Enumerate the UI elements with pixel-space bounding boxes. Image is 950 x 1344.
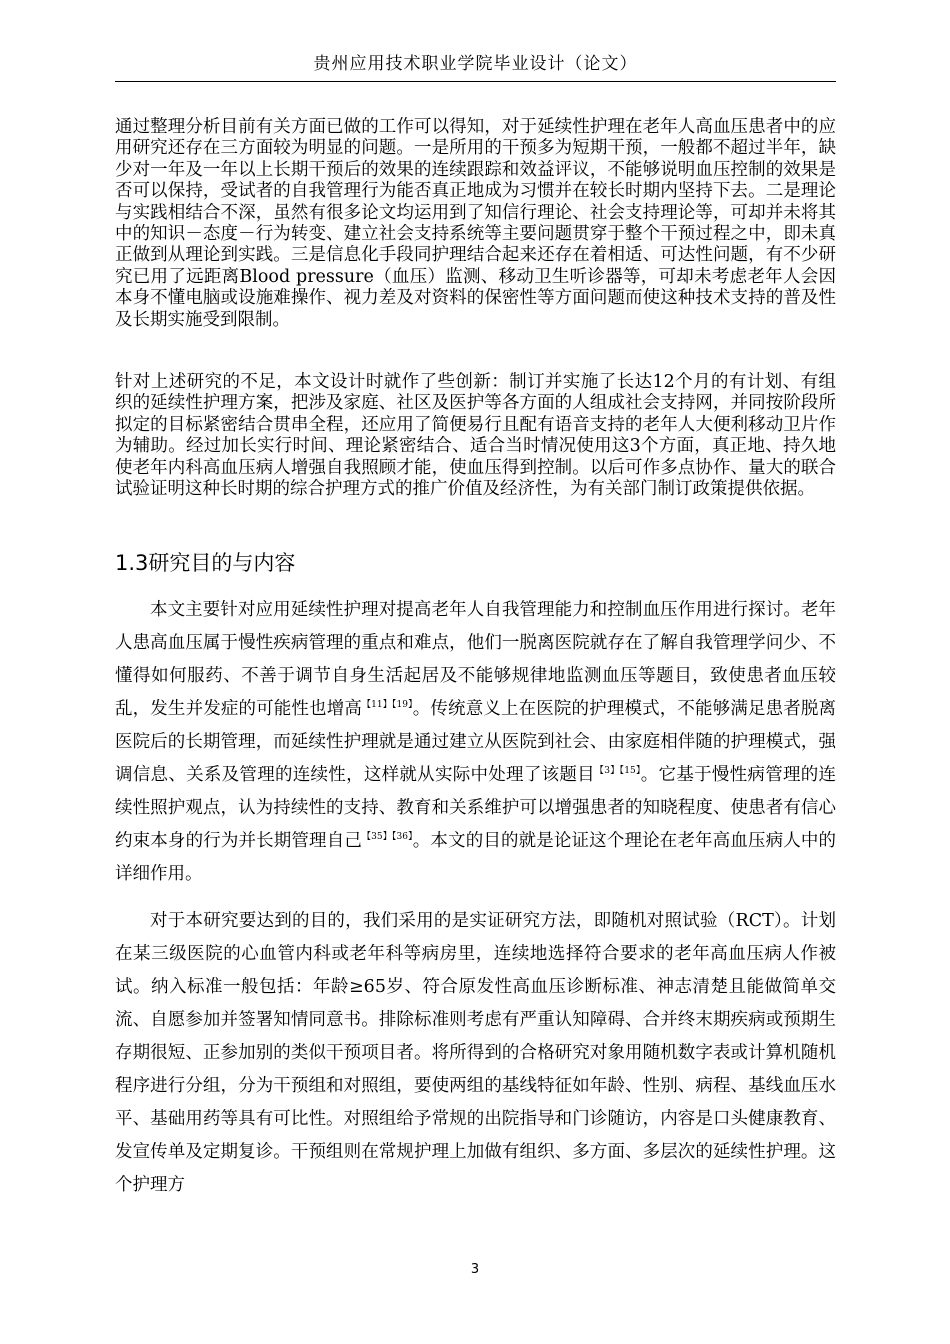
paragraph-text: 。它基于慢性病管理的连续性照护观点，认为持续性的支持、教育和关系维护可以增强患者的知晓程度、使患者有信心约束本身的行为并长期管理自己 [115, 765, 837, 851]
citation: 【3】 [594, 766, 620, 776]
paragraph-text: 。本文的目的就是论证这个理论在老年高血压病人中的详细作用。 [115, 831, 837, 884]
body-paragraph-2: 针对上述研究的不足，本文设计时就作了些创新：制订并实施了长达12个月的有计划、有组织的延续性护理方案，把涉及家庭、社区及医护等各方面的人组成社会支持网，并同按阶段所拟定的目标紧密结合贯串全程，还应用了简便易行且配有语音支持的老年人大便利移动卫片作为辅助。经过加长实行时间、理论紧密结合、适合当时情况使用这3个方面，真正地、持久地使老年内科高血压病人增强自我照顾才能，使血压得到控制。以后可作多点协作、量大的联合试验证明这种长时期的综合护理方式的推广价值及经济性，为有关部门制订政策提供依据。 [115, 372, 836, 500]
paragraph-text: 本文主要针对应用延续性护理对提高老年人自我管理能力和控制血压作用进行探讨。老年人患高血压属于慢性疾病管理的重点和难点，他们一脱离医院就存在了解自我管理学问少、不懂得如何服药、不善于调节自身生活起居及不能够规律地监测血压等题目，致使患者血压较乱，发生并发症的可能性也增高 [115, 600, 836, 719]
citation: 【11】 [361, 700, 392, 710]
body-paragraph-4: 对于本研究要达到的目的，我们采用的是实证研究方法，即随机对照试验（RCT）。计划在某三级医院的心血管内科或老年科等病房里，连续地选择符合要求的老年高血压病人作被试。纳入标准一般包括：年龄≥65岁、符合原发性高血压诊断标准、神志清楚且能做简单交流、自愿参加并签署知情同意书。排除标准则考虑有严重认知障碍、合并终末期疾病或预期生存期很短、正参加别的类似干预项目者。将所得到的合格研究对象用随机数字表或计算机随机程序进行分组，分为干预组和对照组，要使两组的基线特征如年龄、性别、病程、基线血压水平、基础用药等具有可比性。对照组给予常规的出院指导和门诊随访，内容是口头健康教育、发宣传单及定期复诊。干预组则在常规护理上加做有组织、多方面、多层次的延续性护理。这个护理方 [115, 911, 836, 1195]
body-paragraph-3 [115, 594, 836, 891]
section-heading: 1.3研究目的与内容 [115, 551, 296, 575]
header-title: 贵州应用技术职业学院毕业设计（论文） [313, 54, 638, 74]
citation: 【19】 [391, 700, 413, 710]
page-header [115, 54, 836, 82]
citation: 【15】 [619, 766, 641, 776]
citation: 【35】 [361, 832, 392, 842]
body-paragraph-1: 通过整理分析目前有关方面已做的工作可以得知，对于延续性护理在老年人高血压患者中的应用研究还存在三方面较为明显的问题。一是所用的干预多为短期干预，一般都不超过半年，缺少对一年及一年以上长期干预后的效果的连续跟踪和效益评议，不能够说明血压控制的效果是否可以保持，受试者的自我管理行为能否真正地成为习惯并在较长时期内坚持下去。二是理论与实践相结合不深，虽然有很多论文均运用到了知信行理论、社会支持理论等，可却并未将其中的知识－态度－行为转变、建立社会支持系统等主要问题贯穿于整个干预过程之中，即未真正做到从理论到实践。三是信息化手段同护理结合起来还存在着相适、可达性问题，有不少研究已用了远距离Blood pressure（血压）监测、移动卫生听诊器等，可却未考虑老年人会因本身不懂电脑或设施难操作、视力差及对资料的保密性等方面问题而使这种技术支持的普及性及长期实施受到限制。 [115, 117, 836, 330]
citation: 【36】 [391, 832, 413, 842]
page-number: 3 [470, 1262, 480, 1277]
paragraph-text: 。传统意义上在医院的护理模式，不能够满足患者脱离医院后的长期管理，而延续性护理就是通过建立从医院到社会、由家庭相伴随的护理模式，强调信息、关系及管理的连续性，这样就从实际中处理了该题目 [115, 699, 837, 785]
